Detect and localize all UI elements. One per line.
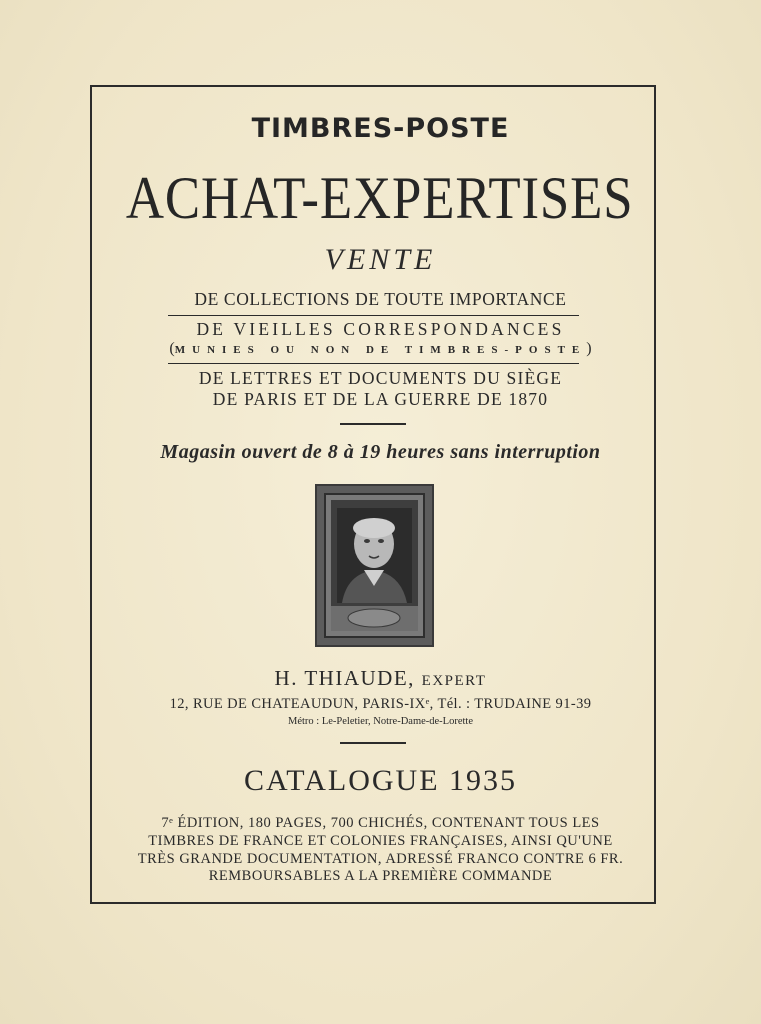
headline: ACHAT-EXPERTISES [125, 165, 634, 231]
service-line-correspondances: DE VIEILLES CORRESPONDANCES [196, 319, 565, 339]
open-paren: ( [169, 340, 175, 357]
expert-name [0, 666, 761, 691]
catalogue-line-4: REMBOURSABLES A LA PREMIÈRE COMMANDE [208, 868, 553, 884]
close-paren: ) [586, 340, 592, 357]
catalogue-line-2: TIMBRES DE FRANCE ET COLONIES FRANÇAISES, AINSI QU'UNE [148, 833, 613, 849]
title: TIMBRES-POSTE [251, 113, 510, 144]
divider-rule [168, 363, 579, 364]
address: 12, RUE DE CHATEAUDUN, PARIS-IXᵉ, Tél. : TRUDAINE 91-39 [169, 696, 592, 712]
short-divider [340, 423, 406, 425]
service-line-lettres: DE LETTRES ET DOCUMENTS DU SIÈGE [198, 368, 563, 388]
opening-hours: Magasin ouvert de 8 à 19 heures sans interruption [160, 441, 601, 463]
catalogue-title: CATALOGUE 1935 [243, 764, 518, 797]
metro-info: Métro : Le-Peletier, Notre-Dame-de-Lorette [288, 716, 473, 727]
expert-role: EXPERT [421, 673, 487, 689]
catalogue-line-1: 7ᵉ ÉDITION, 180 PAGES, 700 CHICHÉS, CONTENANT TOUS LES [161, 815, 600, 831]
service-line-guerre: DE PARIS ET DE LA GUERRE DE 1870 [212, 389, 549, 409]
munies-text: MUNIES OU NON DE TIMBRES-POSTE [174, 344, 587, 356]
expert-name-text: H. THIAUDE, [274, 666, 415, 690]
portrait-engraving [317, 486, 432, 645]
portrait-image [315, 484, 434, 647]
catalogue-line-3: TRÈS GRANDE DOCUMENTATION, ADRESSÉ FRANCO CONTRE 6 FR. [137, 851, 624, 867]
service-line-munies [0, 340, 761, 358]
divider-rule [168, 315, 579, 316]
short-divider [340, 742, 406, 744]
service-line-collections: DE COLLECTIONS DE TOUTE IMPORTANCE [194, 289, 567, 309]
subheadline: VENTE [324, 243, 437, 276]
